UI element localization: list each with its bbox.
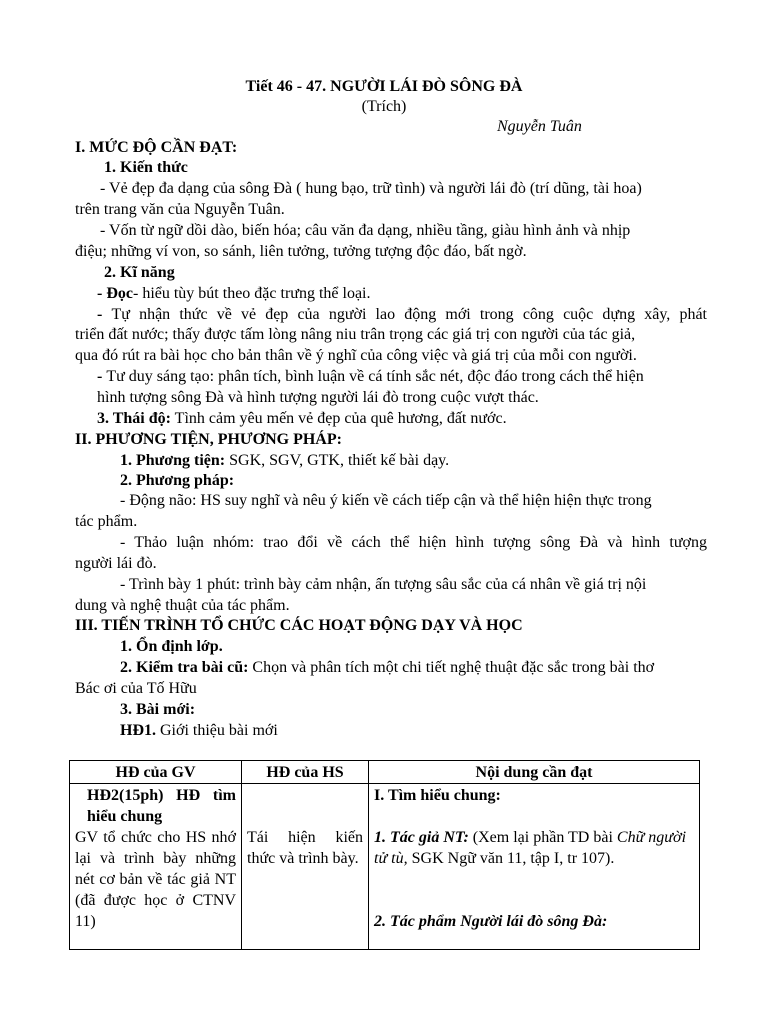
skills-line-5-text: Tư duy sáng tạo: phân tích, bình luận về cá tính sắc nét, độc đáo trong cách thể hiện [106, 368, 644, 385]
skills-heading: 2. Kĩ năng [104, 264, 175, 281]
step-2-line-1 [120, 658, 654, 678]
attitude-text: Tình cảm yêu mến vẻ đẹp của quê hương, đất nước. [170, 410, 507, 427]
activity-2-heading: HĐ2(15ph) HĐ tìm hiểu chung [87, 787, 236, 825]
knowledge-line-1: - Vẻ đẹp đa dạng của sông Đà ( hung bạo, trữ tình) và người lái đò (trí dũng, tài hoa) [100, 180, 642, 197]
methods-line-4: người lái đò. [75, 555, 157, 572]
teacher-activity-cell [70, 784, 242, 950]
methods-heading: 2. Phương pháp: [120, 472, 235, 489]
skills-line-1-text: - hiểu tùy bút theo đặc trưng thể loại. [132, 285, 371, 302]
table-header-row [70, 761, 700, 784]
section-1-heading: I. MỨC ĐỘ CẦN ĐẠT: [75, 139, 238, 156]
lesson-title: Tiết 46 - 47. NGƯỜI LÁI ĐÒ SÔNG ĐÀ [245, 78, 523, 95]
table-row [70, 784, 700, 950]
teacher-activity-text: GV tổ chức cho HS nhớ lại và trình bày những nét cơ bản về tác giả NT (đã được học ở CTNV 11) [75, 829, 236, 930]
activity-1-label: HĐ1. [120, 722, 156, 739]
step-2-label: 2. Kiểm tra bài cũ: [120, 659, 249, 676]
means-line [120, 451, 449, 471]
methods-line-5: - Trình bày 1 phút: trình bày cảm nhận, ấn tượng sâu sắc của cá nhân về giá trị nội [120, 576, 647, 593]
student-activity-text: Tái hiện kiến thức và trình bày. [247, 829, 363, 867]
section-2-heading: II. PHƯƠNG TIỆN, PHƯƠNG PHÁP: [75, 431, 342, 448]
attitude-line [97, 409, 507, 429]
step-2-text: Chọn và phân tích một chi tiết nghệ thuật đặc sắc trong bài thơ [248, 659, 655, 676]
activity-1-text: Giới thiệu bài mới [156, 722, 278, 739]
lesson-subtitle: (Trích) [361, 98, 407, 115]
step-1: 1. Ổn định lớp. [120, 638, 223, 655]
content-author-italic: Chữ người tử tù, [374, 829, 687, 867]
methods-line-3: - Thảo luận nhóm: trao đổi về cách thể hiện hình tượng sông Đà và hình tượng [120, 534, 707, 551]
column-header-student: HĐ của HS [242, 761, 369, 784]
skills-line-1-bold: - Đọc [97, 285, 133, 302]
knowledge-line-4: điệu; những ví von, so sánh, liên tưởng, tưởng tượng độc đáo, bất ngờ. [75, 243, 527, 260]
content-cell [369, 784, 700, 950]
attitude-label: 3. Thái độ: [97, 410, 171, 427]
skills-line-2-text: Tự nhận thức về vẻ đẹp của người lao động mới trong công cuộc dựng xây, phát [111, 306, 707, 323]
activity-1-line [120, 721, 278, 741]
student-activity-cell [242, 784, 369, 950]
skills-line-2-bold: - [97, 306, 112, 323]
knowledge-heading: 1. Kiến thức [104, 159, 188, 176]
content-work-item: 2. Tác phẩm Người lái đò sông Đà: [374, 913, 608, 930]
means-text: SGK, SGV, GTK, thiết kế bài dạy. [225, 452, 450, 469]
step-2-line-2: Bác ơi của Tố Hữu [75, 680, 197, 697]
skills-line-5 [97, 367, 644, 387]
content-author-text-b: SGK Ngữ văn 11, tập I, tr 107). [407, 850, 615, 867]
means-label: 1. Phương tiện: [120, 452, 226, 469]
content-author-item [374, 827, 694, 869]
skills-line-3: triển đất nước; thấy được tấm lòng nâng niu trân trọng các giá trị con người của tác giả, [75, 326, 636, 343]
step-3: 3. Bài mới: [120, 701, 196, 718]
knowledge-line-2: trên trang văn của Nguyễn Tuân. [75, 201, 285, 218]
methods-line-6: dung và nghệ thuật của tác phẩm. [75, 597, 290, 614]
column-header-teacher: HĐ của GV [70, 761, 242, 784]
methods-line-1: - Động não: HS suy nghĩ và nêu ý kiến về cách tiếp cận và thể hiện hiện thực trong [120, 492, 652, 509]
skills-line-6: hình tượng sông Đà và hình tượng người lái đò trong cuộc vượt thác. [97, 389, 539, 406]
knowledge-line-3: - Vốn từ ngữ dồi dào, biến hóa; câu văn đa dạng, nhiều tầng, giàu hình ảnh và nhịp [100, 222, 631, 239]
skills-line-5-bold: - [97, 368, 107, 385]
skills-line-4: qua đó rút ra bài học cho bản thân về ý nghĩ của công việc và giá trị của mỗi con người. [75, 347, 637, 364]
section-3-heading: III. TIẾN TRÌNH TỔ CHỨC CÁC HOẠT ĐỘNG DẠY VÀ HỌC [75, 617, 523, 634]
methods-line-2: tác phẩm. [75, 513, 138, 530]
author-name: Nguyễn Tuân [497, 118, 582, 135]
content-author-text-a: (Xem lại phần TD bài [468, 829, 617, 846]
skills-line-2 [97, 305, 707, 325]
lesson-plan-table [69, 760, 700, 950]
content-section-1: I. Tìm hiểu chung: [374, 787, 501, 804]
column-header-content: Nội dung cần đạt [369, 761, 700, 784]
skills-line-1 [97, 284, 370, 304]
content-author-label: 1. Tác giả NT: [374, 829, 469, 846]
